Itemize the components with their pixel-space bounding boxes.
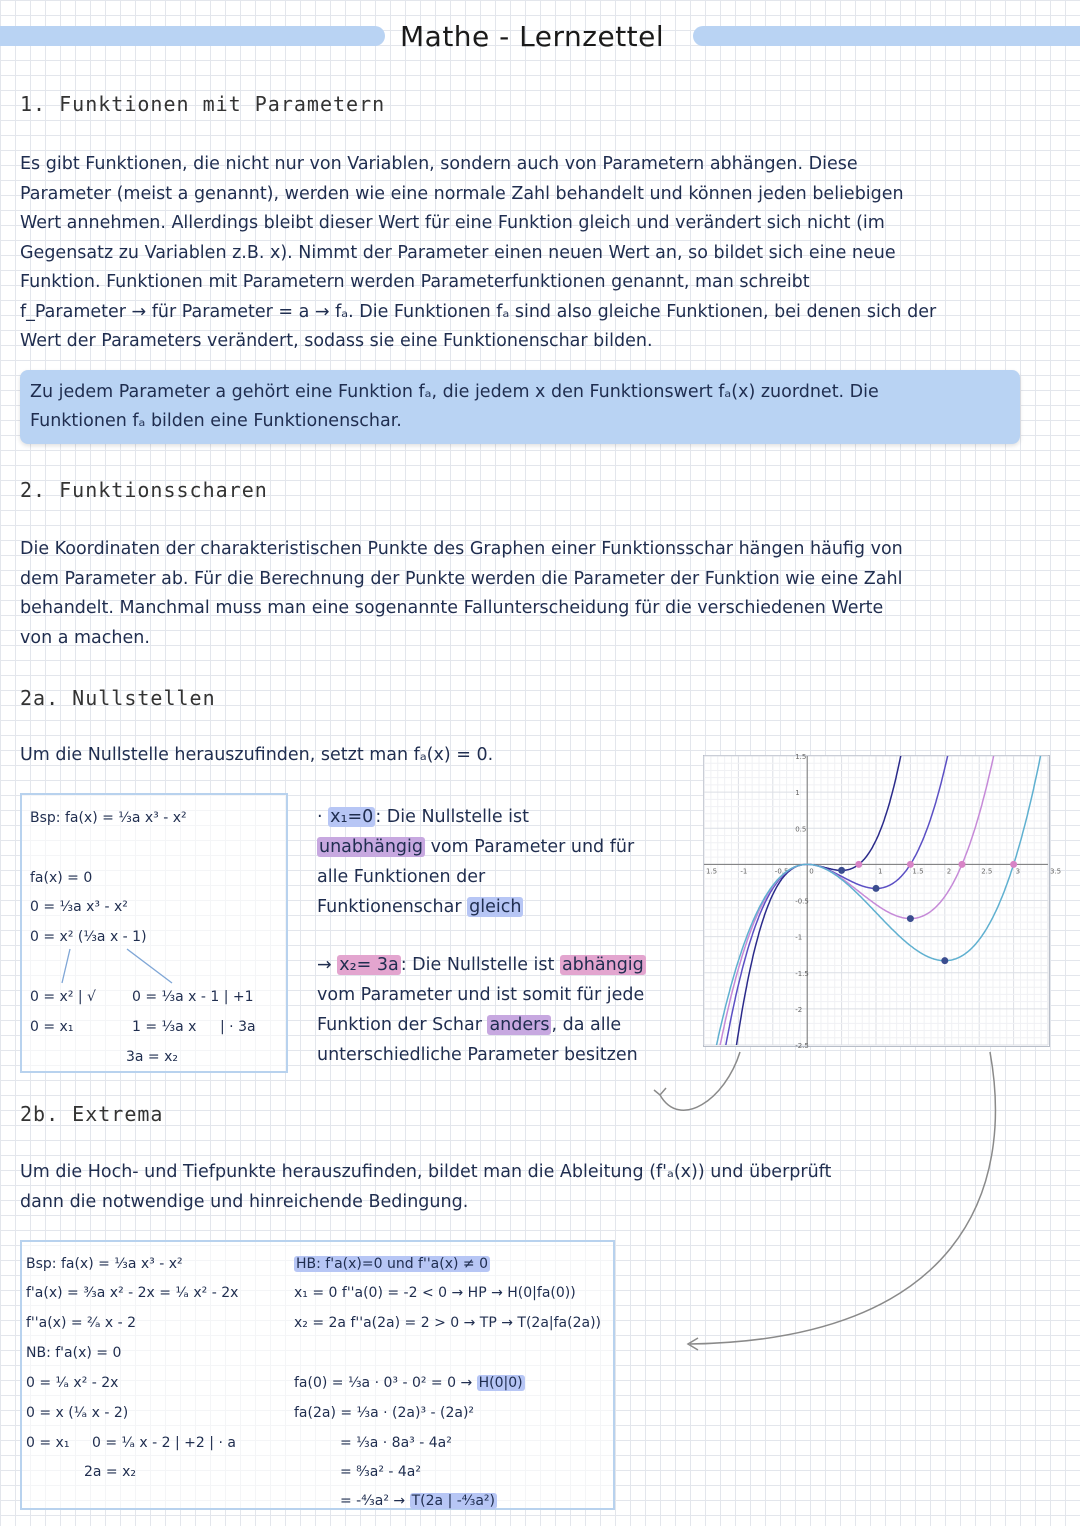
note-text: , da alle xyxy=(551,1015,622,1035)
math-line: Bsp: fa(x) = ⅓a x³ - x² xyxy=(30,810,187,826)
math-line: 0 = x₁ xyxy=(26,1435,70,1451)
text-line: Wert der Parameters verändert, sodass sie eine Funktionenschar bilden. xyxy=(20,331,653,351)
x-tick-label: 2.5 xyxy=(981,867,993,876)
callout-line: Zu jedem Parameter a gehört eine Funktion fₐ, die jedem x den Funktionswert fₐ(x) zuordnet. Die xyxy=(30,382,879,402)
x-tick-label: 3 xyxy=(1015,867,1021,876)
math-line: 3a = x₂ xyxy=(126,1049,179,1065)
math-line: 0 = ⅓a x³ - x² xyxy=(30,899,128,915)
minimum-point xyxy=(838,867,845,874)
text-line: Es gibt Funktionen, die nicht nur von Variablen, sondern auch von Parametern abhängen. Diese xyxy=(20,154,858,174)
math-line: NB: f'a(x) = 0 xyxy=(26,1345,122,1361)
math-line: 0 = x² | √ xyxy=(30,989,96,1005)
note-text: unterschiedliche Parameter besitzen xyxy=(317,1045,638,1065)
math-line: fa(x) = 0 xyxy=(30,870,93,886)
text-line: Wert annehmen. Allerdings bleibt dieser Wert für eine Funktion gleich und verändert sich nicht (im xyxy=(20,213,885,233)
y-tick-label: 1 xyxy=(795,789,800,798)
extrema-example-box xyxy=(20,1240,615,1510)
note-text: : Die Nullstelle ist xyxy=(400,955,560,975)
zero-point xyxy=(1010,861,1017,868)
callout-line: Funktionen fₐ bilden eine Funktionenschar. xyxy=(30,411,402,431)
section-1-heading: 1. Funktionen mit Parametern xyxy=(20,92,386,116)
y-tick-label: -0.5 xyxy=(795,897,809,906)
zero-point xyxy=(907,861,914,868)
highlight: anders xyxy=(489,1015,550,1035)
text-line: Um die Hoch- und Tiefpunkte herauszufinden, bildet man die Ableitung (f'ₐ(x)) und überprüft xyxy=(20,1162,832,1182)
x-tick-label: 0 xyxy=(809,867,814,876)
highlight: x₂= 3a xyxy=(339,955,399,975)
note-text: vom Parameter und für xyxy=(425,837,635,857)
function-graph xyxy=(703,753,1062,1050)
x-tick-label: 2 xyxy=(946,867,952,876)
math-line: | · 3a xyxy=(220,1019,256,1035)
text-line: Die Koordinaten der charakteristischen Punkte des Graphen einer Funktionsschar hängen häufig von xyxy=(20,539,903,559)
note-text: : Die Nullstelle ist xyxy=(375,807,529,827)
note-text: Funktionenschar xyxy=(317,897,468,917)
highlight: gleich xyxy=(469,897,522,917)
math-line: 0 = x (¹⁄ₐ x - 2) xyxy=(26,1405,129,1421)
math-text: fa(0) = ⅓a · 0³ - 0² = 0 → xyxy=(294,1375,477,1391)
minimum-point xyxy=(907,915,914,922)
math-line: = ⅓a · 8a³ - 4a² xyxy=(340,1435,452,1451)
text-line: Gegensatz zu Variablen z.B. x). Nimmt der Parameter einen neuen Wert an, so bildet sich eine neue xyxy=(20,242,896,263)
math-line: = ⁸⁄₃a² - 4a² xyxy=(340,1464,421,1480)
minimum-point xyxy=(873,885,880,892)
x-tick-label: 1.5 xyxy=(706,867,718,876)
section-2b-text xyxy=(20,1158,1050,1217)
math-line xyxy=(294,1256,490,1272)
y-tick-label: -2.5 xyxy=(795,1042,809,1050)
note-text: Funktion der Schar xyxy=(317,1015,488,1035)
math-line: x₂ = 2a f''a(2a) = 2 > 0 → TP → T(2a|fa(2a)) xyxy=(294,1315,602,1331)
definition-callout xyxy=(20,370,1020,444)
y-tick-label: 1.5 xyxy=(795,753,807,761)
x-tick-label: 1.5 xyxy=(912,867,924,876)
function-graph-svg xyxy=(704,753,1062,1050)
y-tick-label: 0.5 xyxy=(795,825,807,834)
title-bar-left xyxy=(0,26,385,46)
zero-note-1: · x₁=0 : Die Nullstelle ist unabhängig vom Parameter und für alle Funktionen der Funktionenschar gleich xyxy=(317,802,697,922)
math-line: 0 = ⅓a x - 1 | +1 xyxy=(132,989,254,1005)
math-line: 0 = x₁ xyxy=(30,1019,74,1035)
x-tick-label: -1 xyxy=(740,867,748,876)
math-line: 0 = x² (⅓a x - 1) xyxy=(30,929,147,945)
highlight: H(0|0) xyxy=(478,1375,523,1391)
math-line: Bsp: fa(x) = ⅓a x³ - x² xyxy=(26,1256,183,1272)
zero-note-2: → x₂= 3a : Die Nullstelle ist abhängig vom Parameter und ist somit für jede Funktion der Schar anders , da alle unterschiedliche Parameter besitzen xyxy=(317,950,697,1070)
x-tick-label: 1 xyxy=(878,867,883,876)
math-line xyxy=(340,1493,497,1509)
split-arrows xyxy=(22,945,290,990)
highlight: unabhängig xyxy=(319,837,424,857)
math-line xyxy=(294,1375,525,1391)
note-text: alle Funktionen der xyxy=(317,867,486,887)
arrow-head xyxy=(654,1088,666,1095)
section-2a-heading: 2a. Nullstellen xyxy=(20,686,216,710)
y-tick-label: -1 xyxy=(795,933,803,942)
title-bar-right xyxy=(693,26,1080,46)
zero-point xyxy=(855,861,862,868)
y-tick-label: -2 xyxy=(795,1005,803,1014)
math-line: fa(2a) = ⅓a · (2a)³ - (2a)² xyxy=(294,1405,475,1421)
x-tick-label: -0.5 xyxy=(774,867,789,876)
highlight: HB: f'a(x)=0 und f''a(x) ≠ 0 xyxy=(296,1256,488,1272)
zero-example-box xyxy=(20,793,288,1073)
zero-intro: Um die Nullstelle herauszufinden, setzt man fₐ(x) = 0. xyxy=(20,745,494,765)
arrow-to-note xyxy=(660,1052,740,1110)
math-line: x₁ = 0 f''a(0) = -2 < 0 → HP → H(0|fa(0)) xyxy=(294,1285,576,1301)
section-2-text xyxy=(20,535,1050,653)
highlight: abhängig xyxy=(561,955,644,975)
math-line: 0 = ¹⁄ₐ x² - 2x xyxy=(26,1375,119,1391)
math-line: 1 = ⅓a x xyxy=(132,1019,197,1035)
text-line: von a machen. xyxy=(20,627,150,648)
math-line: f'a(x) = ³⁄₃a x² - 2x = ¹⁄ₐ x² - 2x xyxy=(26,1285,239,1301)
zero-point xyxy=(959,861,966,868)
text-line: Parameter (meist a genannt), werden wie eine normale Zahl behandelt und können jeden beliebigen xyxy=(20,183,904,204)
highlight: T(2a | -⁴⁄₃a²) xyxy=(411,1493,496,1509)
page-title: Mathe - Lernzettel xyxy=(400,20,665,53)
section-1-text xyxy=(20,150,1050,357)
text-line: Funktion. Funktionen mit Parametern werden Parameterfunktionen genannt, man schreibt xyxy=(20,272,810,292)
text-line: dann die notwendige und hinreichende Bedingung. xyxy=(20,1191,469,1212)
note-text: vom Parameter und ist somit für jede xyxy=(317,985,645,1005)
math-text: = -⁴⁄₃a² → xyxy=(340,1493,410,1509)
y-tick-label: -1.5 xyxy=(795,969,809,978)
text-line: f_Parameter → für Parameter = a → fₐ. Die Funktionen fₐ sind also gleiche Funktionen, bei denen sich der xyxy=(20,301,937,322)
x-tick-label: 3.5 xyxy=(1050,867,1062,876)
section-2-heading: 2. Funktionsscharen xyxy=(20,478,268,502)
text-line: behandelt. Manchmal muss man eine sogenannte Fallunterscheidung für die verschiedenen Werte xyxy=(20,598,884,618)
section-2b-heading: 2b. Extrema xyxy=(20,1102,164,1126)
highlight: x₁=0 xyxy=(330,807,374,827)
math-line: 0 = ¹⁄ₐ x - 2 | +2 | · a xyxy=(92,1435,236,1451)
text-line: dem Parameter ab. Für die Berechnung der Punkte werden die Parameter der Funktion wie eine Zahl xyxy=(20,568,903,589)
math-line: 2a = x₂ xyxy=(84,1464,137,1480)
math-line: f''a(x) = ²⁄ₐ x - 2 xyxy=(26,1315,137,1331)
minimum-point xyxy=(941,957,948,964)
